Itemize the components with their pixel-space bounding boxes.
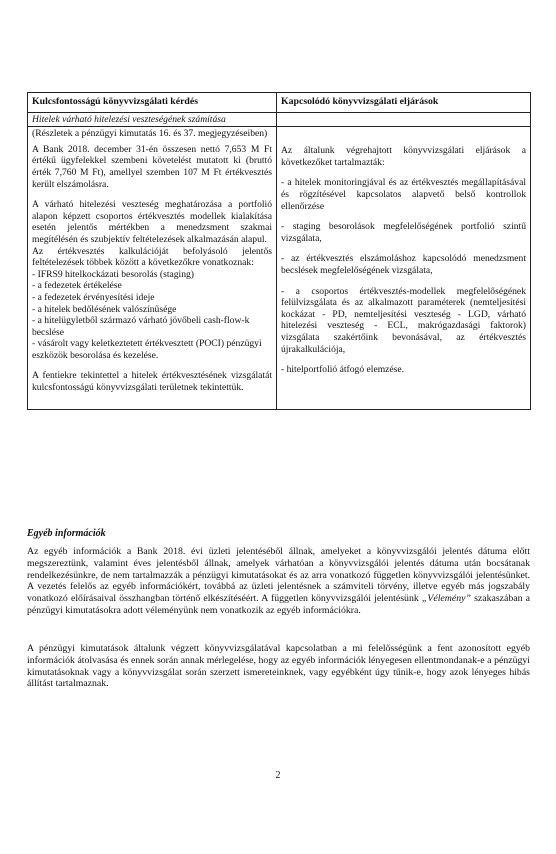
subheader-credit-loss: Hitelek várható hitelezési veszteségének számítása (28, 112, 277, 127)
header-audit-procedures: Kapcsolódó könyvvizsgálati eljárások (277, 93, 531, 113)
procedure-item: - staging besorolások megfelelőségének portfolió szintű vizsgálata, (281, 221, 526, 244)
procedure-item: - a csoportos értékvesztés-modellek megfelelőségének felülvizsgálata és az alkalmazott paraméterek (nemteljesítési kockázat - PD, nemteljesítési veszteség - LGD, várható hitelezési veszteség - ECL, makrógazdasági faktorok) vizsgálata szakértőink bevonásával, az értékvesztés újrakalkulációja, (281, 285, 526, 355)
assumptions-list (32, 269, 272, 362)
audit-procedures-cell (277, 127, 531, 409)
key-audit-matter-cell (28, 127, 277, 409)
procedure-item: - az értékvesztés elszámoláshoz kapcsolódó menedzsment becslések megfelelőségének vizsgálata, (281, 253, 526, 276)
receivables-paragraph: A Bank 2018. december 31-én összesen nettó 7,653 M Ft értékű ügyfelekkel szembeni követelést mutatott ki (bruttó érték 7,760 M Ft), amellyel szemben 107 M Ft értékvesztés került elszámolásra. (32, 143, 272, 190)
procedure-item: - hitelportfolió átfogó elemzése. (281, 364, 405, 376)
list-item: - a fedezetek érvényesítési ideje (32, 291, 155, 303)
list-item: - vásárolt vagy keletkeztetett értékvesztett (POCI) pénzügyi eszközök besorolása és kezelése. (32, 338, 262, 361)
table-content-row (28, 127, 531, 409)
list-item: - a hitelügyletből származó várható jövőbeli cash-flow-k becslése (32, 315, 250, 338)
expected-loss-paragraph: A várható hitelezési veszteség meghatározása a portfolió alapon képzett csoportos értékvesztés modellek kialakítása esetén jelentős mértékben a menedzsment szakmai megítélésén és szubjektív feltételezések alkalmazásán alapul. (32, 199, 272, 245)
conclusion-paragraph: A fentiekre tekintettel a hitelek értékvesztésének vizsgálatát kulcsfontosságú könyvvizsgálati területnek tekintettük. (32, 370, 272, 394)
opinion-quote: „Vélemény” (421, 593, 471, 605)
reference-note: (Részletek a pénzügyi kimutatás 16. és 37. megjegyzéseiben) (32, 128, 268, 140)
procedures-intro: Az általunk végrehajtott könyvvizsgálati eljárások a következőket tartalmazták: (281, 145, 526, 168)
paragraph-text: Az egyéb információk a Bank 2018. évi üzleti jelentéséből állnak, amelyeket a könyvvizsgálói jelentés dátuma előtt megszereztünk, valamint éves jelentésből állnak, amelyek várhatóan a könyvvizsgálói jelentés dátuma után bocsátanak rendelkezésünkre, de nem tartalmazzák a pénzügyi kimutatásokat és az arra vonatkozó független könyvvizsgálói jelentésünket. A vezetés felelős az egyéb információkért, továbbá az üzleti jelentésnek a számviteli törvény, illetve egyéb más jogszabály vonatkozó előírásaival összhangban történő elkészítéséért. A független könyvvizsgálói jelentésünk (27, 546, 530, 605)
list-item: - a fedezetek értékelése (32, 280, 122, 292)
assumptions-intro: Az értékvesztés kalkulációját befolyásoló jelentős feltételezések többek között a következőkre vonatkoznak: (32, 245, 272, 269)
section-title: Egyéb információk (27, 528, 106, 539)
other-information-paragraph (27, 546, 530, 617)
paragraph-text: szakaszában a pénzügyi kimutatásokra adott véleményünk nem vonatkozik az egyéb információkra. (27, 593, 530, 616)
list-item: - a hitelek bedőlésének valószínűsége (32, 303, 177, 315)
table-header-row (28, 93, 531, 113)
page-number: 2 (275, 770, 281, 781)
header-key-audit-matter: Kulcsfontosságú könyvvizsgálati kérdés (28, 93, 277, 113)
responsibility-paragraph: A pénzügyi kimutatások általunk végzett könyvvizsgálatával kapcsolatban a mi felelősségünk a fent azonosított egyéb információk átolvasása és ennek során annak mérlegelése, hogy az egyéb információk lényegesen ellentmondanak-e a pénzügyi kimutatásoknak vagy a könyvvizsgálat során szerzett ismereteinknek, vagy egyébként úgy tűnik-e, hogy azok lényeges hibás állítást tartalmaznak. (27, 643, 530, 690)
procedure-item: - a hitelek monitoringjával és az értékvesztés megállapításával és rögzítésével kapcsolatos alapvető belső kontrollok ellenőrzése (281, 177, 526, 212)
list-item: - IFRS9 hitelkockázati besorolás (staging) (32, 268, 194, 280)
subheader-empty-cell (277, 112, 531, 127)
key-audit-matters-table (27, 92, 531, 410)
table-subheader-row (28, 112, 531, 127)
